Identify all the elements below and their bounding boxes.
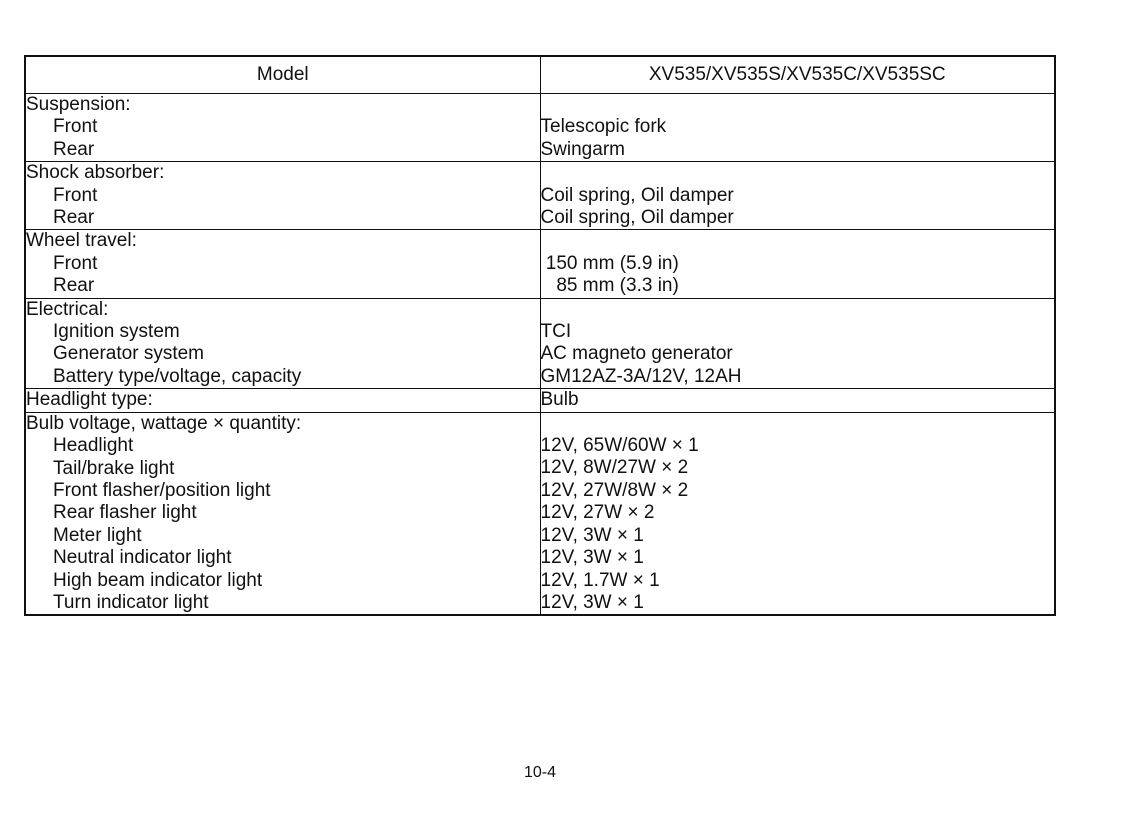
group-title: Electrical:: [26, 298, 109, 320]
group-title: Suspension:: [26, 94, 131, 115]
specification-table: [24, 55, 1056, 616]
table-row: [25, 162, 1055, 230]
page-number: 10-4: [523, 764, 557, 781]
item-label: Rear flasher light: [53, 502, 197, 524]
group-values-electrical: [540, 298, 1055, 389]
item-label: Front: [53, 116, 98, 138]
item-label: High beam indicator light: [53, 569, 263, 591]
model-value: XV535/XV535S/XV535C/XV535SC: [540, 56, 1055, 94]
item-label: Rear: [53, 207, 95, 229]
group-values-shock-absorber: [540, 162, 1055, 230]
item-value: Telescopic fork: [540, 116, 667, 138]
group-values-headlight-type: [540, 389, 1055, 412]
group-values-suspension: [540, 94, 1055, 162]
item-value: 12V, 27W × 2: [540, 502, 655, 524]
item-value: 12V, 3W × 1: [540, 547, 644, 569]
item-label: Front flasher/position light: [53, 479, 271, 501]
item-label: Headlight: [53, 435, 134, 457]
table-row: [25, 230, 1055, 298]
item-label: Battery type/voltage, capacity: [53, 365, 302, 387]
group-labels-suspension: [25, 94, 540, 162]
table-row: [25, 412, 1055, 615]
item-value: 12V, 27W/8W × 2: [540, 479, 689, 501]
item-label: Front: [53, 252, 98, 274]
item-value: Coil spring, Oil damper: [540, 184, 734, 206]
group-labels-headlight-type: [25, 389, 540, 412]
item-value: 12V, 8W/27W × 2: [540, 457, 689, 479]
group-values-wheel-travel: [540, 230, 1055, 298]
item-value: 12V, 1.7W × 1: [540, 569, 660, 591]
item-value: AC magneto generator: [540, 343, 733, 365]
item-label: Tail/brake light: [53, 457, 175, 479]
table-row: [25, 389, 1055, 412]
table-header-row: [25, 56, 1055, 94]
item-label: Rear: [53, 275, 95, 297]
table-row: [25, 94, 1055, 162]
group-labels-shock-absorber: [25, 162, 540, 230]
group-title: Headlight type:: [26, 389, 153, 411]
item-value: 150 mm (5.9 in): [540, 252, 679, 274]
item-value: GM12AZ-3A/12V, 12AH: [540, 365, 742, 387]
item-value: Coil spring, Oil damper: [540, 207, 734, 229]
group-labels-wheel-travel: [25, 230, 540, 298]
item-value: 85 mm (3.3 in): [540, 275, 679, 297]
item-label: Generator system: [53, 343, 204, 365]
item-label: Turn indicator light: [53, 591, 209, 613]
item-label: Meter light: [53, 524, 142, 546]
group-title: Shock absorber:: [26, 162, 165, 184]
item-value: Swingarm: [540, 138, 625, 160]
item-label: Front: [53, 184, 98, 206]
group-values-bulb: [540, 412, 1055, 615]
group-labels-bulb: [25, 412, 540, 615]
item-value: Bulb: [540, 389, 579, 411]
item-value: TCI: [540, 321, 572, 343]
group-title: Wheel travel:: [26, 230, 137, 252]
table-row: [25, 298, 1055, 389]
item-label: Neutral indicator light: [53, 547, 232, 569]
item-value: 12V, 3W × 1: [540, 591, 644, 613]
model-label: Model: [25, 56, 540, 94]
item-value: 12V, 65W/60W × 1: [540, 435, 699, 457]
group-title: Bulb voltage, wattage × quantity:: [26, 412, 302, 434]
group-labels-electrical: [25, 298, 540, 389]
item-label: Ignition system: [53, 321, 180, 343]
item-label: Rear: [53, 138, 95, 160]
item-value: 12V, 3W × 1: [540, 524, 644, 546]
